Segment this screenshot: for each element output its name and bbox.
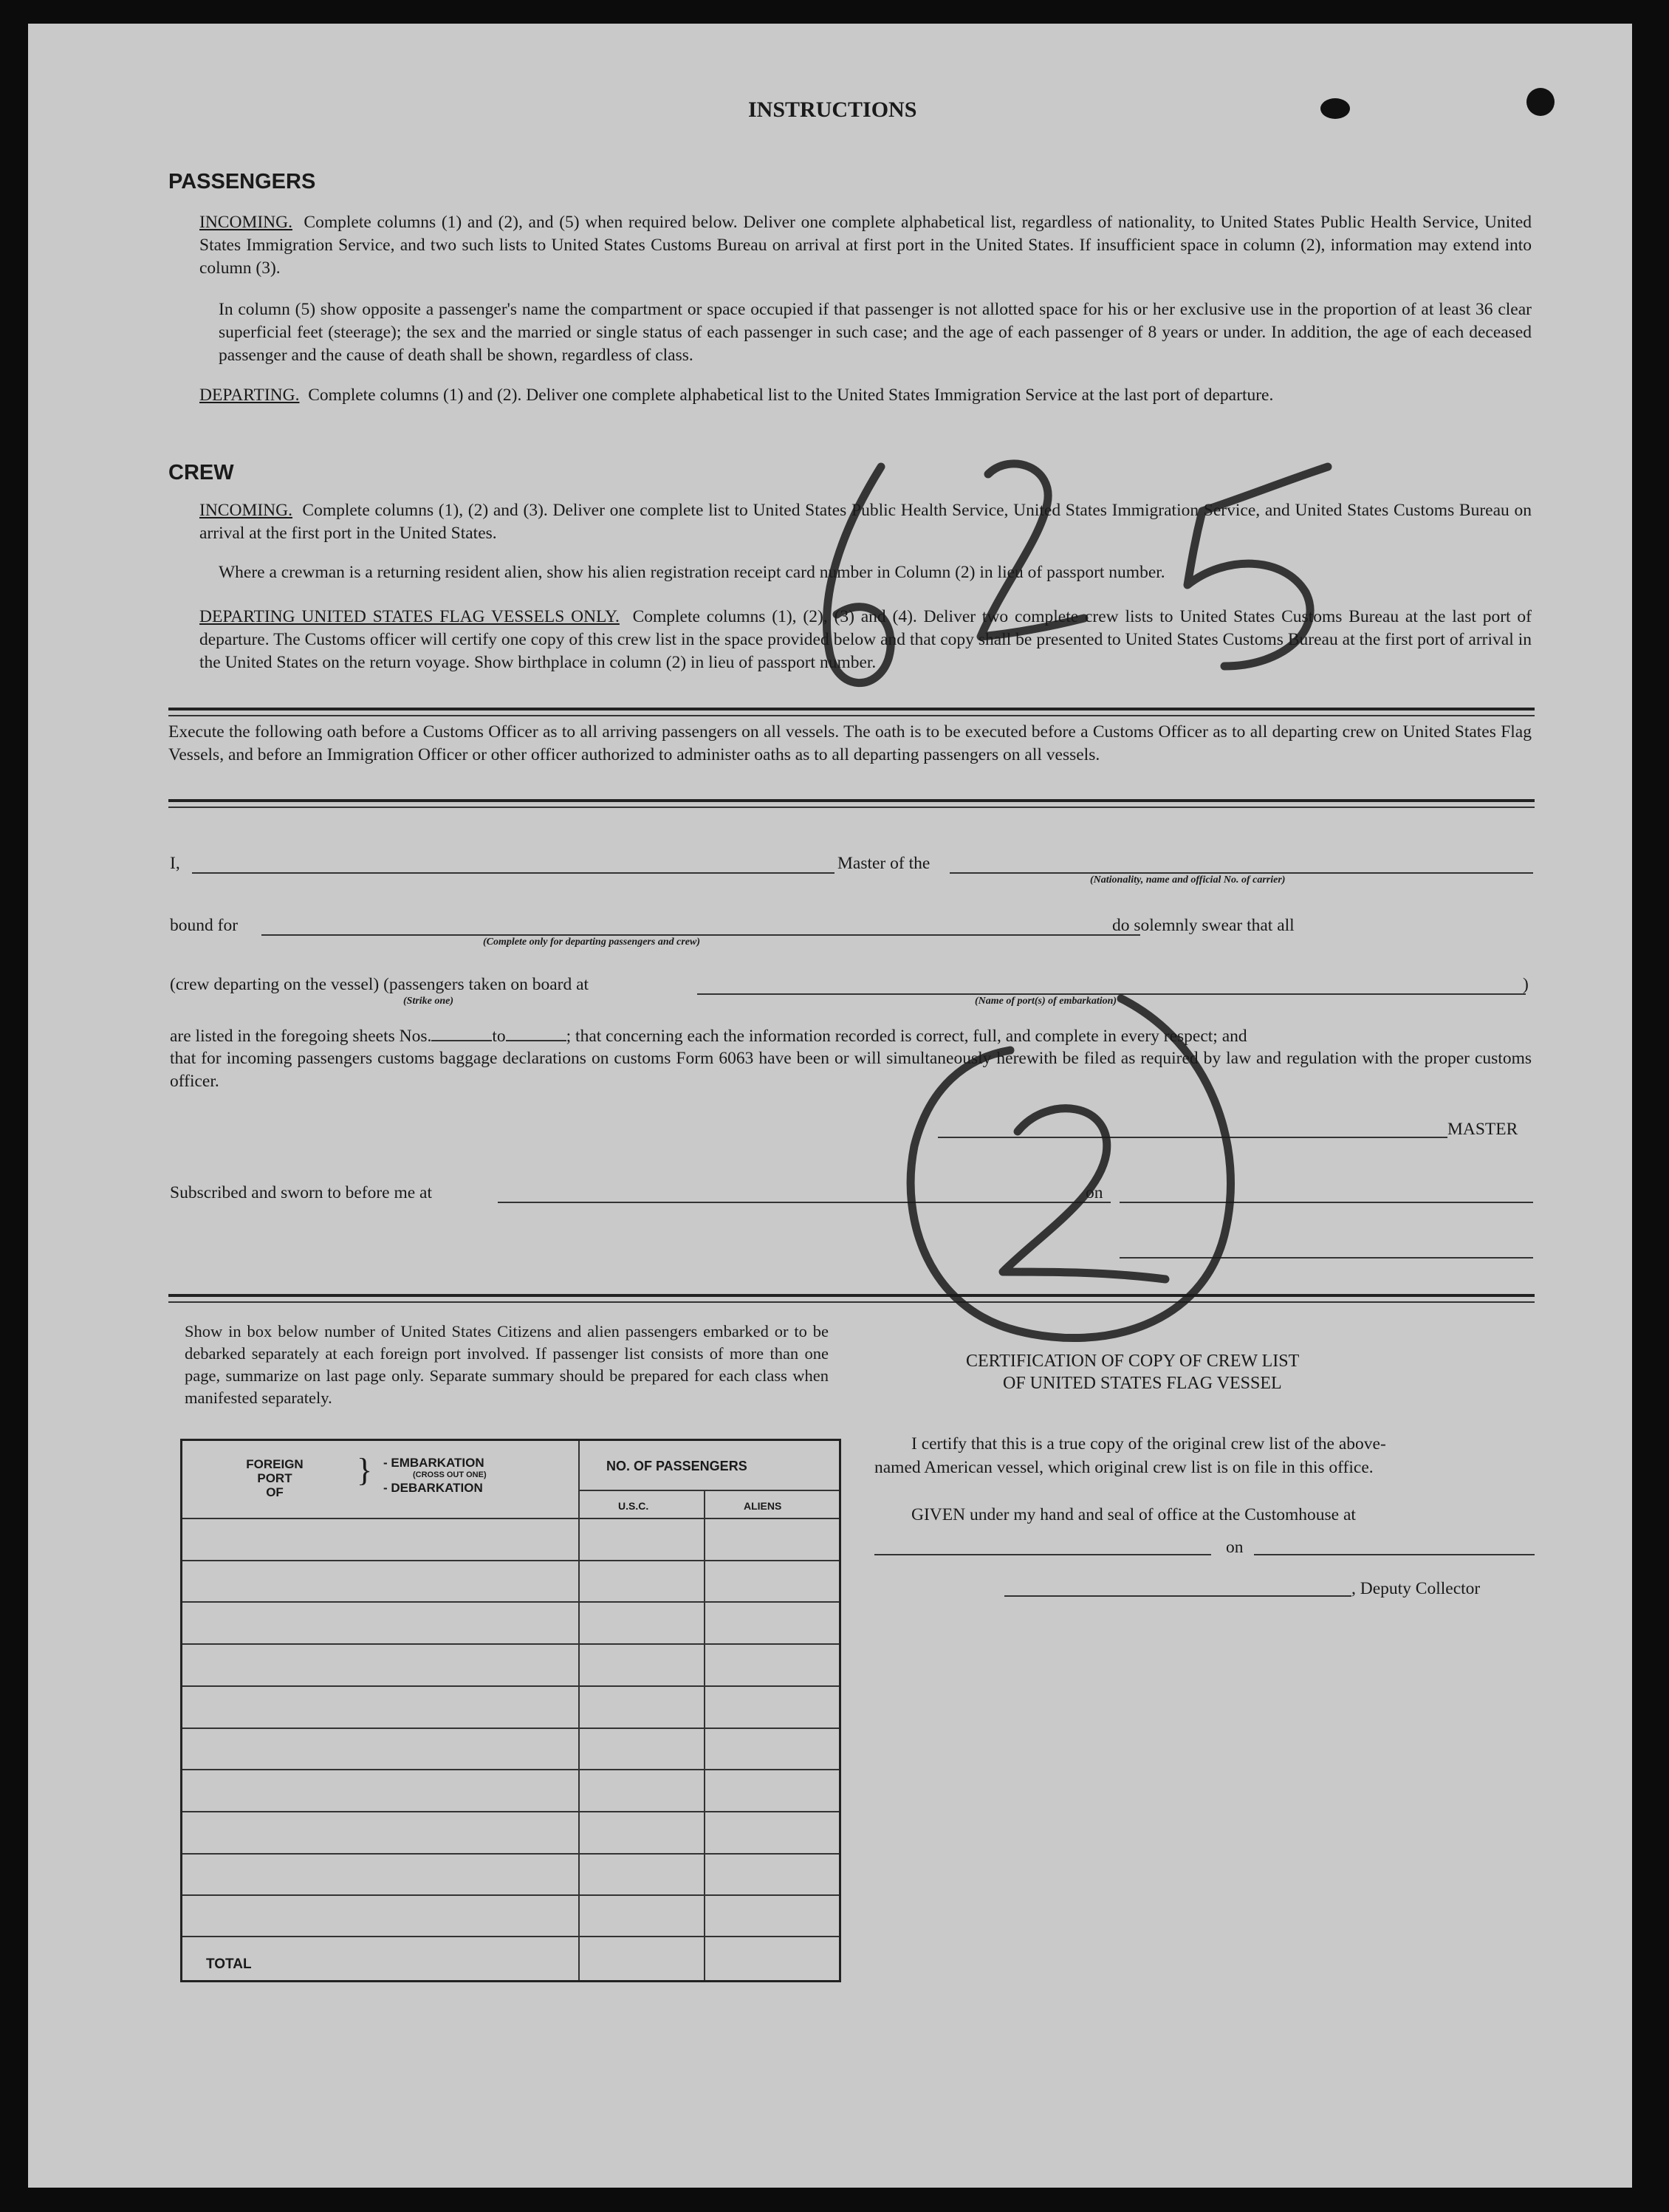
handwritten-circled-two <box>1003 1109 1165 1279</box>
listed-to-text: to <box>492 1027 506 1046</box>
deputy-collector-label: , Deputy Collector <box>1351 1579 1481 1598</box>
oath-intro: Execute the following oath before a Customs Officer as to all arriving passengers on all vessels. The oath is to be executed before a Customs Officer as to all departing crew on United States Flag Vessels, and before an Immigration Officer or other officer authorized to administer oaths as to all departing passengers on all vessels. <box>168 722 1532 764</box>
bound-for-label: bound for <box>170 916 239 935</box>
handwriting-marks <box>28 24 1632 2188</box>
passengers-incoming-text: Complete columns (1) and (2), and (5) when required below. Deliver one complete alphabetical list, regardless of nationality, to United States Public Health Service, United States Immigration Service, and two such lists to United States Customs Bureau on arrival at first port in the United States. If insufficient space in column (2), information may extend into column (3). <box>199 213 1532 278</box>
listed-concerning-text: ; that concerning each the information recorded is correct, full, and complete in every respect; and <box>566 1027 1247 1046</box>
handwritten-five <box>1188 467 1328 666</box>
embarkation-label: - EMBARKATION <box>383 1456 484 1470</box>
crew-heading: CREW <box>168 461 234 484</box>
crew-departing-label: (crew departing on the vessel) (passengers taken on board at <box>170 975 589 994</box>
strike-one-caption: (Strike one) <box>403 996 454 1007</box>
cross-out-label: (CROSS OUT ONE) <box>413 1470 487 1479</box>
no-passengers-header: NO. OF PASSENGERS <box>606 1459 747 1473</box>
brace: } <box>357 1452 373 1488</box>
handwritten-two <box>981 464 1084 637</box>
certification-on: on <box>1226 1538 1244 1557</box>
summary-note: Show in box below number of United States Citizens and alien passengers embarked or to be debarked separately at each foreign port involved. If passenger list consists of more than one page, summarize on last page only. Separate summary should be prepared for each class when manifested separately. <box>185 1322 829 1407</box>
certification-text-2: named American vessel, which original crew list is on file in this office. <box>874 1458 1374 1477</box>
passengers-departing-text: Complete columns (1) and (2). Deliver one complete alphabetical list to the United States Immigration Service at the last port of departure. <box>308 386 1274 405</box>
page-title: INSTRUCTIONS <box>748 97 917 122</box>
certification-subtitle: OF UNITED STATES FLAG VESSEL <box>1003 1374 1282 1393</box>
close-paren: ) <box>1523 975 1529 994</box>
passengers-incoming-label: INCOMING. <box>199 213 292 232</box>
crew-incoming-text: Complete columns (1), (2) and (3). Deliver one complete list to United States Public Health Service, United States Immigration Service, and United States Customs Bureau on arrival at the first port in the United States. <box>199 501 1532 543</box>
handwritten-six <box>826 467 891 683</box>
crew-incoming-label: INCOMING. <box>199 501 292 520</box>
certification-given: GIVEN under my hand and seal of office at the Customhouse at <box>911 1505 1356 1524</box>
usc-header: U.S.C. <box>618 1500 649 1512</box>
certification-text-1: I certify that this is a true copy of the original crew list of the above- <box>911 1434 1386 1453</box>
ports-caption: (Name of port(s) of embarkation) <box>975 996 1117 1007</box>
port-label: PORT <box>257 1471 292 1485</box>
solemnly-swear-label: do solemnly swear that all <box>1112 916 1295 935</box>
nationality-caption: (Nationality, name and official No. of carrier) <box>1090 874 1286 886</box>
debarkation-label: - DEBARKATION <box>383 1481 483 1495</box>
passengers-column5-paragraph: In column (5) show opposite a passenger's name the compartment or space occupied if that passenger is not allotted space for his or her exclusive use in the proportion of at least 36 clear superficial feet (steerage); the sex and the married or single status of each passenger in such case; and the age of each passenger of 8 years or under. In addition, the age of each deceased passenger and the cause of death shall be shown, regardless of class. <box>219 300 1532 365</box>
oath-i-label: I, <box>170 854 180 873</box>
passengers-departing-label: DEPARTING. <box>199 386 300 405</box>
subscribed-label: Subscribed and sworn to before me at <box>170 1183 433 1202</box>
aliens-header: ALIENS <box>744 1500 782 1512</box>
passengers-heading: PASSENGERS <box>168 170 316 194</box>
certification-title: CERTIFICATION OF COPY OF CREW LIST <box>966 1352 1300 1371</box>
crew-alien-paragraph: Where a crewman is a returning resident alien, show his alien registration receipt card number in Column (2) in lieu of passport number. <box>219 563 1165 582</box>
handwritten-circle <box>911 999 1230 1338</box>
ink-blot <box>1320 98 1350 119</box>
crew-departing-label: DEPARTING UNITED STATES FLAG VESSELS ONLY. <box>199 607 620 626</box>
foreign-label: FOREIGN <box>246 1457 304 1471</box>
punch-hole <box>1526 88 1555 116</box>
master-of-the-label: Master of the <box>837 854 931 873</box>
sworn-on-label: on <box>1086 1183 1103 1202</box>
document-page <box>28 24 1632 2188</box>
listed-rest-text: that for incoming passengers customs baggage declarations on customs Form 6063 have been or will simultaneously herewith be filed as required by law and regulation with the proper customs officer. <box>170 1049 1532 1091</box>
total-label: TOTAL <box>206 1956 252 1972</box>
of-label: OF <box>266 1485 284 1499</box>
crew-departing-text: Complete columns (1), (2), (3) and (4). Deliver two complete crew lists to United States Customs Bureau at the last port of departure. The Customs officer will certify one copy of this crew list in the space provided below and that copy shall be presented to United States Customs Bureau at the first port of arrival in the United States on the return voyage. Show birthplace in column (2) in lieu of passport number. <box>199 607 1532 672</box>
bound-for-caption: (Complete only for departing passengers and crew) <box>483 936 700 948</box>
master-label: MASTER <box>1447 1120 1518 1139</box>
listed-sheets-text: are listed in the foregoing sheets Nos. <box>170 1027 432 1046</box>
